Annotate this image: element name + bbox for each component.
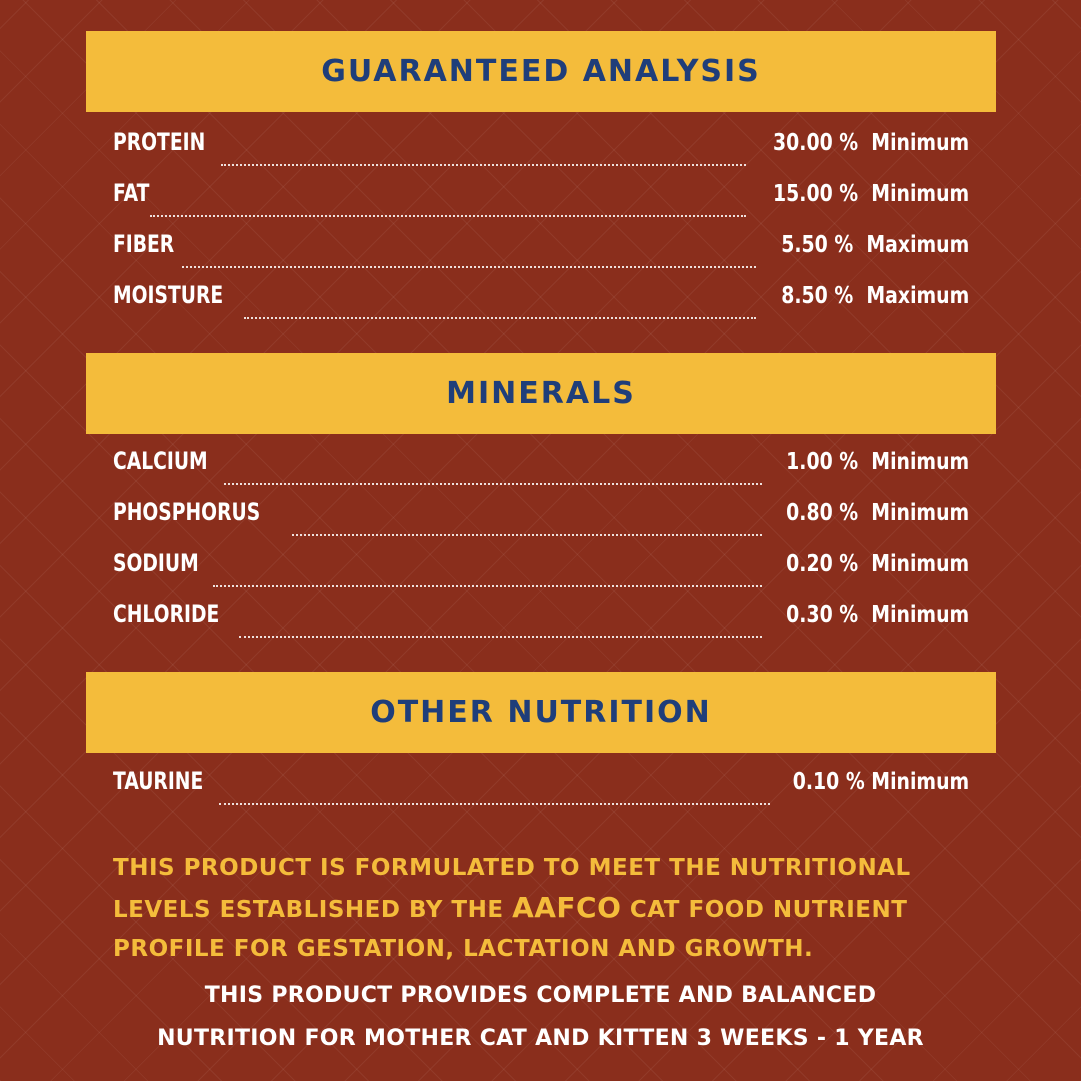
aafco-highlight: AAFCO [512, 891, 622, 924]
nutrient-value-group [773, 130, 969, 156]
nutrient-value: 15.00 % [772, 181, 859, 207]
nutrient-name: MOISTURE [113, 281, 224, 309]
aafco-statement [113, 849, 973, 969]
nutrient-row-moisture [113, 281, 969, 332]
aafco-statement-text: CAT FOOD NUTRIENT [629, 897, 908, 923]
section-title-guaranteed-analysis: GUARANTEED ANALYSIS [86, 31, 996, 112]
dot-leader [244, 317, 756, 319]
section-title-other-nutrition: OTHER NUTRITION [86, 672, 996, 753]
dot-leader [224, 483, 761, 485]
aafco-statement-line: PROFILE FOR GESTATION, LACTATION AND GROWTH. [113, 936, 814, 962]
nutrient-value: 8.50 % [781, 283, 854, 309]
nutrient-value: 30.00 % [772, 130, 859, 156]
nutrient-value-group [793, 769, 969, 795]
nutrient-value: 1.00 % [785, 449, 859, 475]
nutrient-name: CALCIUM [113, 447, 208, 475]
nutrient-name: PROTEIN [113, 128, 206, 156]
nutrient-name: FAT [113, 179, 150, 207]
nutrient-row-chloride [113, 600, 969, 651]
section-title-minerals: MINERALS [86, 353, 996, 434]
nutrient-row-calcium [113, 447, 969, 498]
nutrient-value: 0.80 % [785, 500, 859, 526]
nutrient-value-group [781, 232, 969, 258]
nutrient-name: FIBER [113, 230, 175, 258]
nutrient-row-phosphorus [113, 498, 969, 549]
nutrient-qualifier: Minimum [871, 551, 969, 577]
dot-leader [213, 585, 762, 587]
nutrient-value: 0.30 % [785, 602, 859, 628]
dot-leader [221, 164, 746, 166]
nutrient-value-group [786, 602, 969, 628]
nutrient-name: SODIUM [113, 549, 199, 577]
complete-balanced-statement [0, 974, 1081, 1060]
nutrient-name: TAURINE [113, 767, 204, 795]
dot-leader [150, 215, 746, 217]
nutrient-qualifier: Maximum [866, 232, 969, 258]
nutrient-name: PHOSPHORUS [113, 498, 261, 526]
aafco-statement-line: THIS PRODUCT IS FORMULATED TO MEET THE NUTRITIONAL [113, 855, 911, 881]
nutrient-row-protein [113, 128, 969, 179]
dot-leader [219, 803, 770, 805]
other-nutrition-list [113, 767, 969, 818]
nutrient-value-group [786, 449, 969, 475]
nutrient-value: 0.20 % [785, 551, 859, 577]
dot-leader [292, 534, 762, 536]
nutrient-value: 5.50 % [781, 232, 854, 258]
nutrient-qualifier: Maximum [866, 283, 969, 309]
nutrient-value-group [786, 551, 969, 577]
nutrient-value-group [786, 500, 969, 526]
footer-line: THIS PRODUCT PROVIDES COMPLETE AND BALANCED [204, 983, 877, 1008]
nutrient-qualifier: Minimum [871, 769, 969, 795]
nutrient-row-sodium [113, 549, 969, 600]
nutrient-qualifier: Minimum [871, 130, 969, 156]
footer-line: NUTRITION FOR MOTHER CAT AND KITTEN 3 WEEKS - 1 YEAR [157, 1026, 924, 1051]
dot-leader [182, 266, 756, 268]
guaranteed-analysis-list [113, 128, 969, 332]
dot-leader [239, 636, 762, 638]
nutrient-row-fiber [113, 230, 969, 281]
aafco-statement-text: LEVELS ESTABLISHED BY THE [113, 897, 504, 923]
aafco-statement-line [113, 888, 973, 930]
nutrient-value-group [781, 283, 969, 309]
minerals-list [113, 447, 969, 651]
nutrient-qualifier: Minimum [871, 181, 969, 207]
nutrient-qualifier: Minimum [871, 500, 969, 526]
nutrient-value-group [773, 181, 969, 207]
nutrient-name: CHLORIDE [113, 600, 220, 628]
nutrient-value: 0.10 % [792, 769, 865, 795]
nutrient-row-taurine [113, 767, 969, 818]
nutrient-qualifier: Minimum [871, 602, 969, 628]
nutrient-qualifier: Minimum [871, 449, 969, 475]
nutrient-row-fat [113, 179, 969, 230]
